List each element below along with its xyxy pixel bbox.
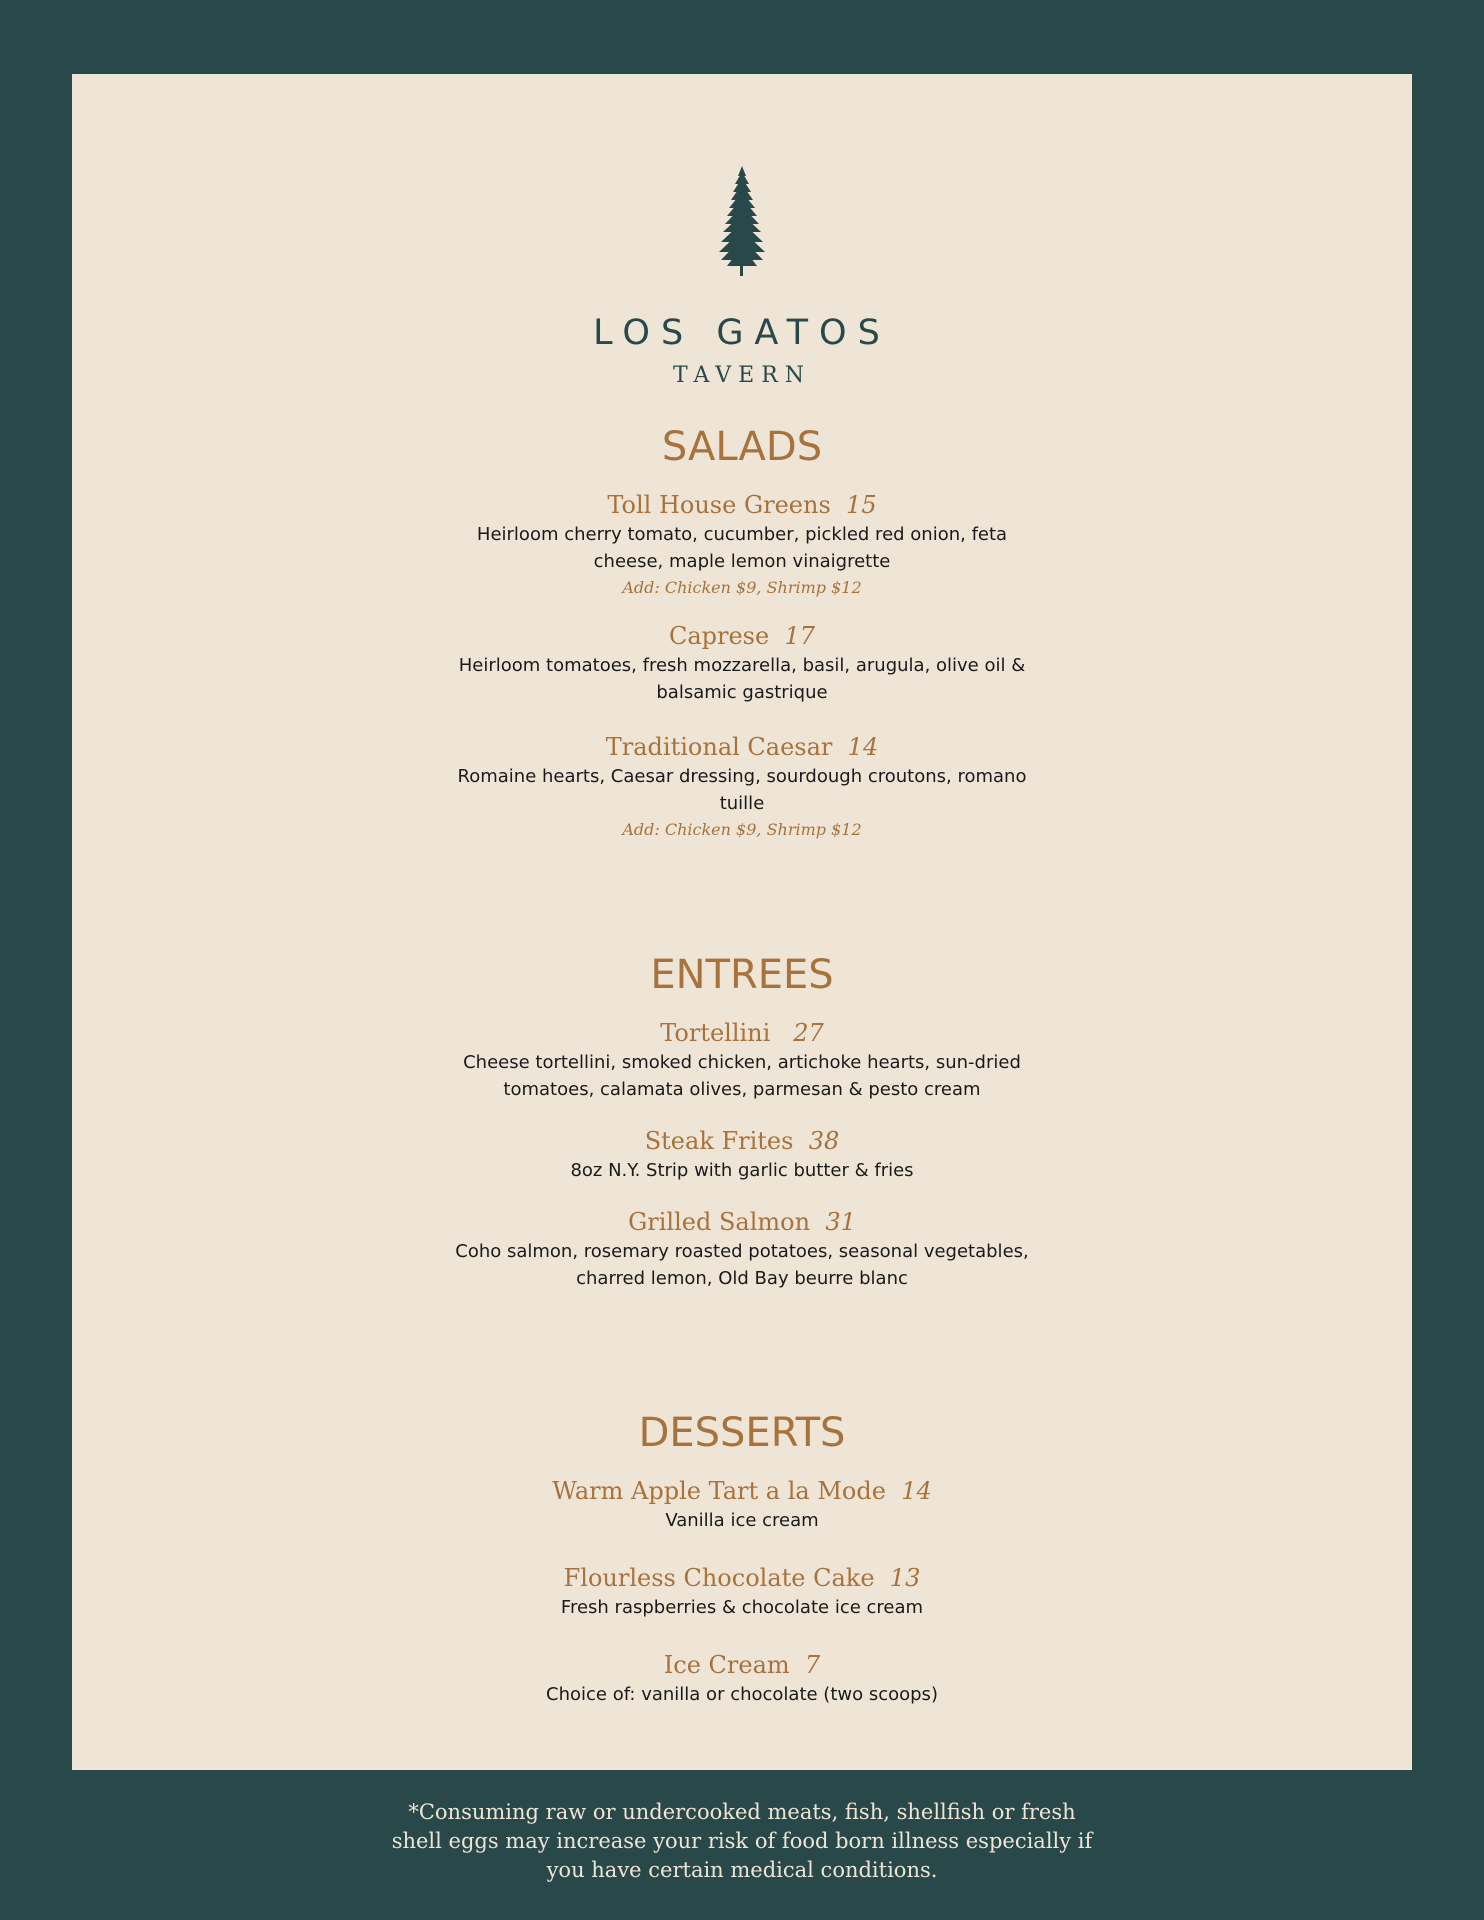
item-heading (72, 1562, 1412, 1594)
item-heading (72, 1206, 1412, 1238)
item-description: Heirloom cherry tomato, cucumber, pickled red onion, feta cheese, maple lemon vinaigrette (476, 524, 1008, 572)
brand-subtitle: TAVERN (672, 363, 812, 388)
section-desserts (72, 1408, 1412, 1708)
item-heading (72, 1017, 1412, 1049)
item-heading (72, 731, 1412, 763)
disclaimer-text: *Consuming raw or undercooked meats, fish, shellfish or fresh shell eggs may increase your risk of food born illness especially if you have certain medical conditions. (391, 1800, 1093, 1882)
item-name: Steak Frites (644, 1127, 794, 1155)
menu-item (72, 620, 1412, 706)
menu-item (72, 1649, 1412, 1708)
menu-item (72, 489, 1412, 601)
section-title: DESSERTS (638, 1410, 846, 1456)
item-name: Toll House Greens (607, 491, 831, 519)
item-price: 15 (846, 491, 877, 519)
item-description: Romaine hearts, Caesar dressing, sourdough croutons, romano tuille (457, 766, 1027, 814)
menu-item (72, 1017, 1412, 1103)
item-price: 17 (784, 622, 816, 650)
pine-tree-icon (707, 164, 777, 280)
item-heading (72, 1475, 1412, 1507)
menu-item (72, 1206, 1412, 1292)
item-description: Vanilla ice cream (665, 1510, 819, 1531)
menu-card (72, 74, 1412, 1770)
item-heading (72, 1649, 1412, 1681)
section-title: ENTREES (650, 952, 834, 998)
item-heading (72, 1125, 1412, 1157)
item-description: Choice of: vanilla or chocolate (two scoops) (546, 1684, 938, 1705)
menu-item (72, 731, 1412, 843)
section-entrees (72, 950, 1412, 1292)
section-title: SALADS (661, 424, 823, 470)
item-name: Warm Apple Tart a la Mode (552, 1477, 886, 1505)
item-description: Heirloom tomatoes, fresh mozzarella, basil, arugula, olive oil & balsamic gastrique (458, 655, 1026, 703)
menu-item (72, 1125, 1412, 1184)
item-name: Caprese (668, 622, 770, 650)
item-price: 31 (825, 1208, 856, 1236)
item-price: 38 (808, 1127, 840, 1155)
item-description: Coho salmon, rosemary roasted potatoes, seasonal vegetables, charred lemon, Old Bay beurre blanc (455, 1241, 1029, 1289)
item-price: 14 (847, 733, 879, 761)
item-name: Ice Cream (663, 1651, 790, 1679)
item-description: Fresh raspberries & chocolate ice cream (560, 1597, 924, 1618)
item-name: Flourless Chocolate Cake (563, 1564, 875, 1592)
brand-name: LOS GATOS (593, 313, 891, 353)
item-addon: Add: Chicken $9, Shrimp $12 (622, 820, 862, 839)
item-price: 7 (804, 1651, 821, 1679)
footer-disclaimer (0, 1798, 1484, 1885)
item-heading (72, 489, 1412, 521)
item-price: 13 (889, 1564, 921, 1592)
item-name: Tortellini (660, 1019, 771, 1047)
item-name: Traditional Caesar (605, 733, 833, 761)
item-description: Cheese tortellini, smoked chicken, artichoke hearts, sun-dried tomatoes, calamata olives, parmesan & pesto cream (463, 1052, 1021, 1100)
menu-item (72, 1562, 1412, 1621)
section-salads (72, 422, 1412, 843)
item-description: 8oz N.Y. Strip with garlic butter & fries (570, 1160, 914, 1181)
logo (72, 164, 1412, 280)
item-price: 27 (793, 1019, 824, 1047)
menu-item (72, 1475, 1412, 1534)
item-heading (72, 620, 1412, 652)
item-price: 14 (901, 1477, 932, 1505)
item-addon: Add: Chicken $9, Shrimp $12 (622, 578, 862, 597)
item-name: Grilled Salmon (628, 1208, 811, 1236)
